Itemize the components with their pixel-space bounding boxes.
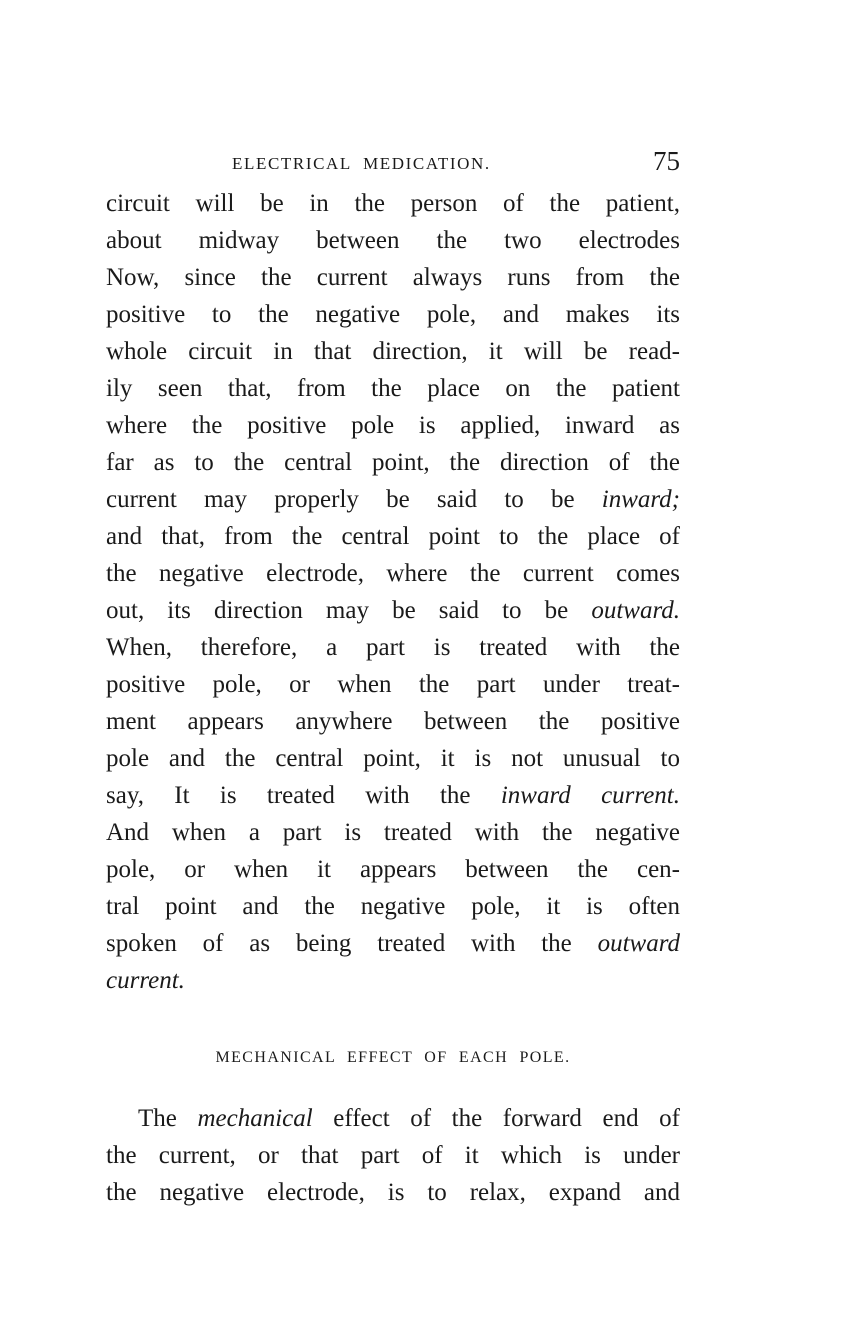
- paragraph-1: [106, 185, 680, 999]
- text-segment: where the positive pole is applied, inward as: [106, 412, 680, 439]
- text-segment: circuit will be in the person of the patient,: [106, 190, 680, 217]
- italic-text: outward.: [591, 597, 680, 624]
- text-line: [106, 1100, 680, 1137]
- text-segment: pole and the central point, it is not unusual to: [106, 745, 680, 772]
- text-line: [106, 888, 680, 925]
- text-line: [106, 518, 680, 555]
- running-title: ELECTRICAL MEDICATION.: [232, 154, 491, 173]
- text-line: [106, 925, 680, 962]
- text-line: [106, 592, 680, 629]
- text-line: [106, 333, 680, 370]
- text-line: [106, 185, 680, 222]
- text-segment: positive to the negative pole, and makes its: [106, 301, 680, 328]
- italic-text: current.: [106, 967, 185, 994]
- text-line: [106, 777, 680, 814]
- text-segment: whole circuit in that direction, it will be read-: [106, 338, 680, 365]
- text-line: [106, 1174, 680, 1211]
- text-segment: say, It is treated with the: [106, 782, 501, 809]
- text-segment: The: [138, 1105, 198, 1132]
- text-line: [106, 370, 680, 407]
- page-number: 75: [653, 146, 680, 176]
- text-line: [106, 962, 680, 999]
- text-line: [106, 666, 680, 703]
- text-segment: out, its direction may be said to be: [106, 597, 592, 624]
- text-line: [106, 851, 680, 888]
- text-line: [106, 1137, 680, 1174]
- text-segment: ily seen that, from the place on the patient: [106, 375, 680, 402]
- text-segment: Now, since the current always runs from the: [106, 264, 680, 291]
- text-line: [106, 222, 680, 259]
- text-segment: When, therefore, a part is treated with the: [106, 634, 680, 661]
- text-segment: the negative electrode, where the current comes: [106, 560, 680, 587]
- section-heading: MECHANICAL EFFECT OF EACH POLE.: [215, 1049, 571, 1066]
- text-line: [106, 629, 680, 666]
- text-line: [106, 703, 680, 740]
- text-segment: current may properly be said to be: [106, 486, 602, 513]
- text-segment: effect of the forward end of: [312, 1105, 680, 1132]
- text-segment: tral point and the negative pole, it is often: [106, 893, 680, 920]
- text-line: [106, 407, 680, 444]
- text-segment: the negative electrode, is to relax, expand and: [106, 1179, 680, 1206]
- text-segment: And when a part is treated with the negative: [106, 819, 680, 846]
- text-line: [106, 814, 680, 851]
- text-line: [106, 444, 680, 481]
- paragraph-2: [106, 1100, 680, 1211]
- text-segment: ment appears anywhere between the positive: [106, 708, 680, 735]
- text-segment: and that, from the central point to the place of: [106, 523, 680, 550]
- text-line: [106, 740, 680, 777]
- text-segment: far as to the central point, the direction of the: [106, 449, 680, 476]
- text-line: [106, 259, 680, 296]
- italic-text: inward current.: [500, 782, 681, 809]
- italic-text: inward;: [601, 486, 680, 513]
- running-head: [232, 146, 680, 182]
- text-line: [106, 296, 680, 333]
- text-segment: positive pole, or when the part under treat-: [106, 671, 680, 698]
- text-segment: the current, or that part of it which is under: [106, 1142, 680, 1169]
- text-segment: spoken of as being treated with the: [106, 930, 598, 957]
- text-segment: about midway between the two electrodes: [106, 227, 680, 254]
- italic-text: mechanical: [197, 1105, 313, 1132]
- text-line: [106, 481, 680, 518]
- italic-text: outward: [597, 930, 680, 957]
- text-line: [106, 555, 680, 592]
- text-segment: pole, or when it appears between the cen-: [106, 856, 680, 883]
